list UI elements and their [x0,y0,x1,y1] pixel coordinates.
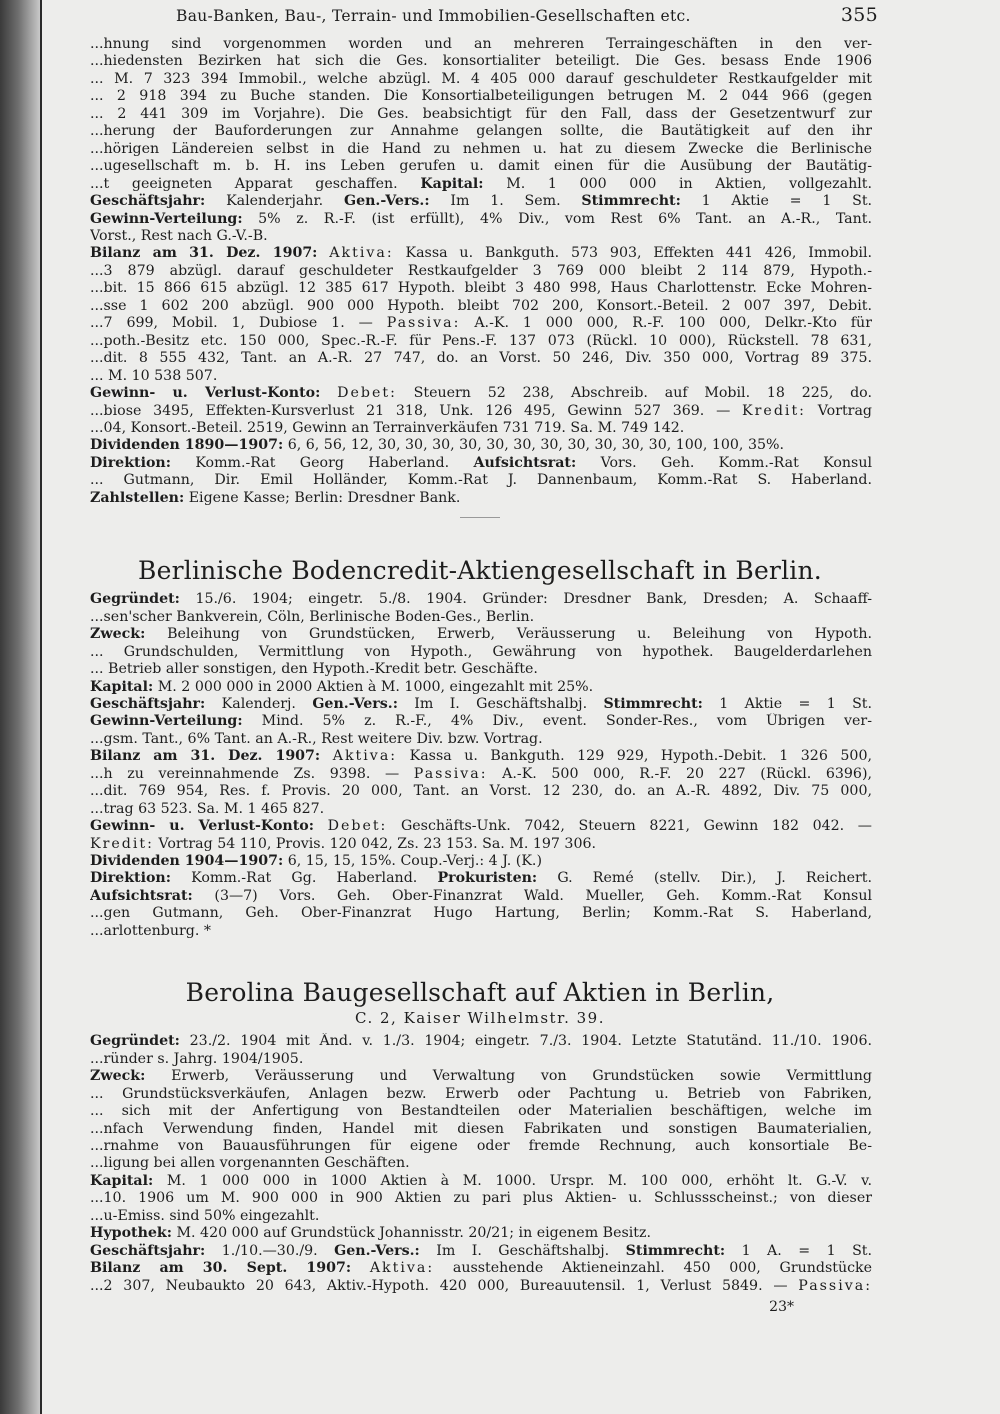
text-line [90,626,872,643]
scan-edge-strip [0,0,40,1414]
kapital-value: M. 2 000 000 in 2000 Aktien à M. 1000, eingezahlt mit 25%. [157,678,594,695]
gen-vers-label: Gen.-Vers.: [343,193,430,210]
geschaeftsjahr-label: Geschäftsjahr: [90,695,206,712]
text-line: ... 2 918 394 zu Buche standen. Die Konsortialbeteiligungen betrugen M. 2 044 966 (gegen [90,88,872,105]
gen-vers-label: Gen.-Vers.: [312,695,398,712]
text-line: ...hörigen Ländereien selbst in die Hand zu nehmen u. hat zu diesem Zwecke die Berlinische [90,140,872,157]
company-address: C. 2, Kaiser Wilhelmstr. 39. [355,1009,605,1028]
page-number: 355 [840,4,878,26]
text-line: ...poth.-Besitz etc. 150 000, Spec.-R.-F. für Pens.-F. 137 073 (Rückl. 10 000), Rückstell. 78 631, [90,332,872,349]
text-line: ... Grundschulden, Vermittlung von Hypoth., Gewährung von hypothek. Baugelderdarlehen [90,643,872,660]
text-line [90,176,872,193]
text-line: ... Grundstücksverkäufen, Anlagen bezw. Erwerb oder Pachtung u. Betrieb von Fabriken, [90,1085,872,1102]
running-head-title: Bau-Banken, Bau-, Terrain- und Immobilien-Gesellschaften etc. [176,7,691,25]
gewinn-verteilung-value: Mind. 5% z. R.-F., 4% Div., event. Sonder-Res., vom Übrigen ver- [261,713,872,730]
debet-label: Debet: [337,385,397,402]
gewinn-verteilung-value: 5% z. R.-F. (ist erfüllt), 4% Div., vom Rest 6% Tant. an A.-R., Tant. [258,210,872,227]
text-line [90,888,872,905]
text-fragment: ...7 699, Mobil. 1, Dubiose 1. — [90,315,373,332]
text-line: ...herung der Bauforderungen zur Annahme gelangen sollte, die Bautätigkeit auf den ihr [90,123,872,140]
bilanz-label: Bilanz am 31. Dez. 1907: [90,748,321,765]
company-entry [88,556,872,940]
text-fragment: ...h zu vereinnahmende Zs. 9398. — [90,765,400,782]
text-line [90,403,872,420]
text-line [90,245,872,262]
text-line: ...rnahme von Bauausführungen für eigene oder fremde Rechnung, auch konsortiale Be- [90,1138,872,1155]
kapital-label: Kapital: [90,1172,154,1189]
text-line: Vorst., Rest nach G.-V.-B. [90,227,268,244]
text-line: ... M. 10 538 507. [90,367,218,384]
text-fragment: ...biose 3495, Effekten-Kursverlust 21 318, Unk. 126 495, Gewinn 527 369. — [90,402,731,419]
text-line [90,437,872,454]
text-line [90,1278,872,1295]
text-line: ...sse 1 602 200 abzügl. 900 000 Hypoth. bleibt 702 200, Konsort.-Beteil. 2 007 397, Debit. [90,297,872,314]
text-fragment: Vortrag [817,402,872,419]
stimmrecht-label: Stimmrecht: [581,193,681,210]
text-line: ...bit. 15 866 615 abzügl. 12 385 617 Hypoth. bleibt 3 480 998, Haus Charlottenstr. Ecke Mohren- [90,280,872,297]
kapital-value: M. 1 000 000 in Aktien, vollgezahlt. [506,175,872,192]
text-line [90,591,872,608]
text-line [90,679,872,696]
text-fragment: ...t geeigneten Apparat geschaffen. [90,175,398,192]
guv-value: Geschäfts-Unk. 7042, Steuern 8221, Gewinn 182 042. — [400,818,872,835]
passiva-label: Passiva: [386,315,461,332]
text-line [90,211,872,228]
text-line [90,766,872,783]
text-line: ...trag 63 523. Sa. M. 1 465 827. [90,800,325,817]
gegruendet-label: Gegründet: [90,1033,180,1050]
aktiva-label: Aktiva: [329,245,394,262]
text-line [90,818,872,835]
text-line [90,315,872,332]
text-line: ...3 879 abzügl. darauf geschuldeter Restkaufgelder 3 769 000 bleibt 2 114 879, Hypoth.- [90,262,872,279]
text-line [90,696,872,713]
geschaeftsjahr-label: Geschäftsjahr: [90,1242,206,1259]
stimmrecht-value: 1 Aktie = 1 St. [719,695,872,712]
text-line: ...ligung bei allen vorgenannten Geschäften. [90,1155,410,1172]
zahlstellen-label: Zahlstellen: [90,489,185,506]
gewinn-verteilung-label: Gewinn-Verteilung: [90,210,243,227]
aufsichtsrat-value: Vors. Geh. Komm.-Rat Konsul [600,454,872,471]
text-line [90,455,872,472]
aktiva-label: Aktiva: [369,1260,435,1277]
aktiva-label: Aktiva: [332,748,398,765]
gen-vers-value: Im I. Geschäftshalbj. [414,695,588,712]
hypothek-value: M. 420 000 auf Grundstück Johannisstr. 20/21; in eigenem Besitz. [176,1225,651,1242]
gegruendet-label: Gegründet: [90,591,180,608]
text-line: ...nfach Verwendung finden, Handel mit diesen Fabrikaten und sonstigen Baumaterialien, [90,1120,872,1137]
passiva-label: Passiva: [413,765,488,782]
gewinn-verteilung-label: Gewinn-Verteilung: [90,713,243,730]
stimmrecht-value: 1 A. = 1 St. [741,1242,872,1259]
bilanz-value: Kassa u. Bankguth. 129 929, Hypoth.-Debit. 1 326 500, [409,748,872,765]
section-continued [88,36,872,518]
guv-value: Steuern 52 238, Abschreib. auf Mobil. 18 225, do. [413,385,872,402]
text-line: ...04, Konsort.-Beteil. 2519, Gewinn an Terrainverkäufen 731 719. Sa. M. 749 142. [90,419,685,436]
text-line [90,1225,872,1242]
text-line [90,1033,872,1050]
text-line: ... Betrieb aller sonstigen, den Hypoth.-Kredit betr. Geschäfte. [90,661,538,678]
text-line: ...sen'scher Bankverein, Cöln, Berlinische Boden-Ges., Berlin. [90,608,535,625]
aufsichtsrat-label: Aufsichtsrat: [90,887,193,904]
text-line [90,1243,872,1260]
signature-mark: 23* [769,1299,794,1316]
zweck-label: Zweck: [90,1068,146,1085]
text-fragment: A.-K. 500 000, R.-F. 20 227 (Rückl. 6396), [502,765,872,782]
bilanz-value: ausstehende Aktieneinzahl. 450 000, Grundstücke [452,1260,872,1277]
text-line: ... sich mit der Anfertigung von Bestandteilen oder Materialien beschäftigen, welche im [90,1103,872,1120]
text-line [90,385,872,402]
text-line [90,870,872,887]
text-line: ...hnung sind vorgenommen worden und an mehreren Terraingeschäften in den ver- [90,36,872,52]
text-line: ...dit. 8 555 432, Tant. an A.-R. 27 747, do. an Vorst. 50 246, Div. 350 000, Vortrag 89 375. [90,350,872,367]
text-line: ... M. 7 323 394 Immobil., welche abzügl. M. 4 405 000 darauf geschuldeter Restkaufgelder mit [90,70,872,87]
text-line: ...u-Emiss. sind 50% eingezahlt. [90,1207,320,1224]
text-line [90,1260,872,1277]
prokuristen-label: Prokuristen: [437,870,538,887]
text-line: ...ugesellschaft m. b. H. ins Leben gerufen u. damit einen für die Ausübung der Bautätig- [90,158,872,175]
section-divider [460,517,500,518]
text-line: ...gsm. Tant., 6% Tant. an A.-R., Rest weitere Div. bzw. Vortrag. [90,730,543,747]
text-line: ... Gutmann, Dir. Emil Holländer, Komm.-Rat J. Dannenbaum, Komm.-Rat S. Haberland. [90,472,872,489]
geschaeftsjahr-value: Kalenderj. [221,695,296,712]
prokuristen-value: G. Remé (stellv. Dir.), J. Reichert. [557,870,872,887]
text-fragment: ...2 307, Neubaukto 20 643, Aktiv.-Hypoth. 420 000, Bureauutensil. 1, Verlust 5849. — [90,1277,788,1294]
text-fragment: Vortrag 54 110, Provis. 120 042, Zs. 23 153. Sa. M. 197 306. [158,835,597,852]
company-entry [88,978,872,1315]
gen-vers-value: Im 1. Sem. [450,193,561,210]
stimmrecht-value: 1 Aktie = 1 St. [701,193,872,210]
gegruendet-value: 23./2. 1904 mit Änd. v. 1./3. 1904; eingetr. 7./3. 1904. Letzte Statutänd. 11./10. 1906. [189,1033,872,1050]
kapital-label: Kapital: [90,678,154,695]
zweck-label: Zweck: [90,626,146,643]
direktion-label: Direktion: [90,870,171,887]
zweck-value: Beleihung von Grundstücken, Erwerb, Veräusserung u. Beleihung von Hypoth. [167,626,872,643]
text-line [90,713,872,730]
text-line: ...10. 1906 um M. 900 000 in 900 Aktien zu pari plus Aktien- u. Schlussscheinst.; von dieser [90,1190,872,1207]
text-line [90,853,872,870]
bilanz-value: Kassa u. Bankguth. 573 903, Effekten 441 426, Immobil. [405,245,872,262]
company-title: Berolina Baugesellschaft auf Aktien in Berlin, [185,978,775,1008]
hypothek-label: Hypothek: [90,1225,172,1242]
debet-label: Debet: [327,818,388,835]
guv-label: Gewinn- u. Verlust-Konto: [90,818,314,835]
dividenden-value: 6, 15, 15, 15%. Coup.-Verj.: 4 J. (K.) [287,853,542,870]
aufsichtsrat-label: Aufsichtsrat: [473,454,577,471]
direktion-label: Direktion: [90,454,171,471]
dividenden-label: Dividenden 1890—1907: [90,437,284,454]
kapital-value: M. 1 000 000 in 1000 Aktien à M. 1000. Urspr. M. 100 000, erhöht lt. G.-V. v. [166,1172,872,1189]
kapital-label: Kapital: [420,175,484,192]
running-head [88,4,878,36]
text-line [90,1173,872,1190]
dividenden-label: Dividenden 1904—1907: [90,853,284,870]
gen-vers-label: Gen.-Vers.: [334,1242,420,1259]
gen-vers-value: Im I. Geschäftshalbj. [436,1242,610,1259]
company-title: Berlinische Bodencredit-Aktiengesellschaft in Berlin. [138,556,822,586]
stimmrecht-label: Stimmrecht: [603,695,703,712]
zweck-value: Erwerb, Veräusserung und Verwaltung von Grundstücken sowie Vermittlung [171,1068,872,1085]
bilanz-label: Bilanz am 31. Dez. 1907: [90,245,318,262]
aufsichtsrat-value: (3—7) Vors. Geh. Ober-Finanzrat Wald. Mueller, Geh. Komm.-Rat Konsul [214,887,872,904]
text-line: ...gen Gutmann, Geh. Ober-Finanzrat Hugo Hartung, Berlin; Komm.-Rat S. Haberland, [90,905,872,922]
geschaeftsjahr-label: Geschäftsjahr: [90,193,206,210]
text-line [90,193,872,210]
passiva-label: Passiva: [798,1277,872,1294]
text-line: ...arlottenburg. * [90,922,211,939]
text-line: ... 2 441 309 im Vorjahre). Die Ges. beabsichtigt für den Fall, dass der Gesetzentwurf zur [90,105,872,122]
text-line [90,748,872,765]
kredit-label: Kredit: [742,402,806,419]
geschaeftsjahr-value: 1./10.—30./9. [221,1242,318,1259]
bilanz-label: Bilanz am 30. Sept. 1907: [90,1260,352,1277]
direktion-value: Komm.-Rat Georg Haberland. [195,454,450,471]
text-line: ...dit. 769 954, Res. f. Provis. 20 000, Tant. an Vorst. 12 230, do. an A.-R. 4892, Div. 75 000, [90,783,872,800]
text-line: ...ründer s. Jahrg. 1904/1905. [90,1050,304,1067]
guv-label: Gewinn- u. Verlust-Konto: [90,385,321,402]
document-page [42,0,1000,1414]
text-line: ...hiedensten Bezirken hat sich die Ges. konsortialiter beteiligt. Die Ges. besass Ende 1906 [90,53,872,70]
text-line [90,490,872,507]
dividenden-value: 6, 6, 56, 12, 30, 30, 30, 30, 30, 30, 30, 30, 30, 30, 30, 100, 100, 35%. [287,437,784,454]
direktion-value: Komm.-Rat Gg. Haberland. [191,870,418,887]
stimmrecht-label: Stimmrecht: [625,1242,726,1259]
geschaeftsjahr-value: Kalenderjahr. [226,193,324,210]
text-fragment: A.-K. 1 000 000, R.-F. 100 000, Delkr.-Kto für [474,315,872,332]
text-line [90,1068,872,1085]
kredit-label: Kredit: [90,835,154,852]
gegruendet-value: 15./6. 1904; eingetr. 5./8. 1904. Gründer: Dresdner Bank, Dresden; A. Schaaff- [195,591,872,608]
text-line [90,836,872,853]
zahlstellen-value: Eigene Kasse; Berlin: Dresdner Bank. [188,489,461,506]
